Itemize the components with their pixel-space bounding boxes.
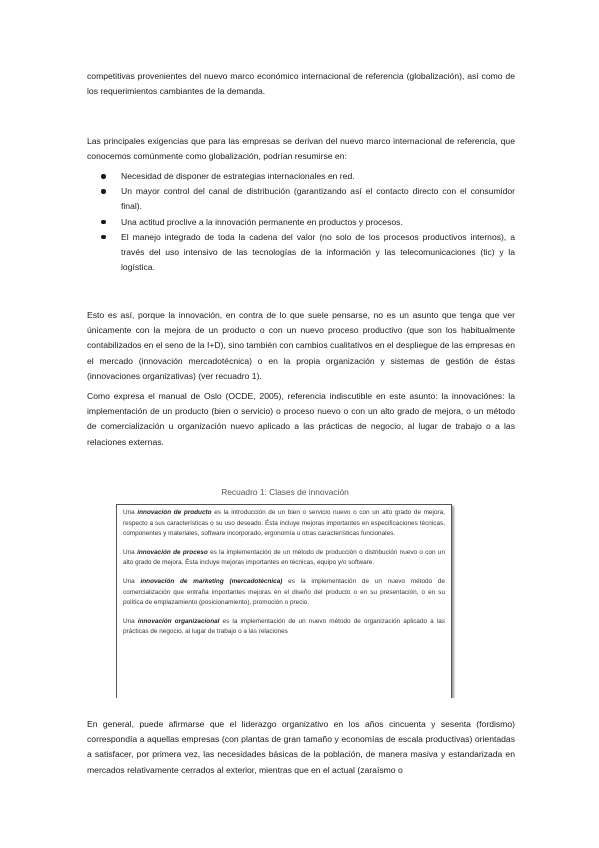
bullet-text: Necesidad de disponer de estrategias internacionales en red. — [121, 171, 355, 181]
bullet-icon — [101, 220, 106, 225]
bullet-icon — [101, 174, 106, 179]
figure-entry-proceso: Una innovación de proceso es la implementación de un método de producción o distribución nuevo o con un alto grado de mejora. Ésta incluye mejoras importantes en técnicas, equipo y/o software. — [123, 548, 446, 567]
figure-entry-producto: Una innovación de producto es la introducción de un bien o servicio nuevo o con un alto grado de mejora, respecto a sus características o su uso deseado. Ésta incluye mejoras importantes en especificaciones técnicas, componentes y materiales, software incorporado, ergonomía u otras características funcionales. — [123, 509, 445, 538]
figure-entry-organizacional: Una innovación organizacional es la implementación de un nuevo método de organización aplicado a las prácticas de negocio, al lugar de trabajo o a las relaciones — [123, 617, 446, 636]
figure-term: innovación organizacional — [137, 617, 220, 625]
bullet-text: El manejo integrado de toda la cadena del valor (no solo de los procesos productivos internos), a través del uso intensivo de las tecnologías de la información y las telecomunicaciones (tic) y la logística. — [121, 231, 515, 273]
bullet-item — [87, 169, 515, 184]
figure-title: Recuadro 1: Clases de innovación — [221, 487, 349, 497]
figure-term: innovación de proceso — [137, 548, 208, 556]
bullet-item — [87, 215, 515, 230]
figure-recuadro-1 — [107, 480, 463, 698]
bullet-item — [87, 184, 515, 214]
paragraph-innovacion: Esto es así, porque la innovación, en contra de lo que suele pensarse, no es un asunto que tenga que ver únicamente con la mejora de un producto o con un nuevo proceso productivo (que son los habitualmente contabilizados en el seno de la I+D), sino también con cambios cualitativos en el despliegue de las empresas en el mercado (innovación mercadotécnica) o en la propia organización y sistemas de gestión de éstas (innovaciones organizativas) (ver recuadro 1). — [87, 310, 515, 381]
figure-term: innovación de producto — [137, 509, 212, 516]
paragraph-intro-continuation: competitivas provenientes del nuevo marco económico internacional de referencia (globalización), así como de los requerimientos cambiantes de la demanda. — [87, 71, 515, 97]
bullet-list-exigencias — [87, 169, 515, 275]
bullet-text: Un mayor control del canal de distribución (garantizando así el contacto directo con el consumidor final). — [121, 186, 515, 212]
bullet-icon — [101, 235, 106, 240]
figure-entry-marketing: Una innovación de marketing (mercadotécnica) es la implementación de un nuevo método de comercialización que entraña importantes mejoras en el diseño del producto o en su presentación, o en su política de emplazamiento (posicionamiento), promoción o precio. — [123, 577, 445, 607]
bullet-icon — [101, 189, 106, 194]
bullet-item — [87, 230, 515, 276]
paragraph-exigencias: Las principales exigencias que para las empresas se derivan del nuevo marco internacional de referencia, que conocemos comúnmente como globalización, podrían resumirse en: — [87, 136, 515, 162]
figure-box — [116, 504, 452, 698]
paragraph-manual-oslo: Como expresa el manual de Oslo (OCDE, 2005), referencia indiscutible en este asunto: la innovaciónes: la implementación de un producto (bien o servicio) o proceso nuevo o con un alto grado de mejora, o un método de comercialización u organización nuevo aplicado a las prácticas de negocio, al lugar de trabajo o a las relaciones externas. — [87, 391, 515, 447]
figure-term: innovación de marketing (mercadotécnica) — [140, 577, 283, 585]
bullet-text: Una actitud proclive a la innovación permanente en productos y procesos. — [121, 216, 403, 227]
paragraph-liderazgo: En general, puede afirmarse que el liderazgo organizativo en los años cincuenta y sesenta (fordismo) correspondía a aquellas empresas (con plantas de gran tamaño y economías de escala productivas) orientadas a satisfacer, por primera vez, las necesidades básicas de la población, de manera masiva y estandarizada en mercados relativamente cerrados al exterior, mientras que en el actual (zaraísmo o — [87, 719, 515, 775]
